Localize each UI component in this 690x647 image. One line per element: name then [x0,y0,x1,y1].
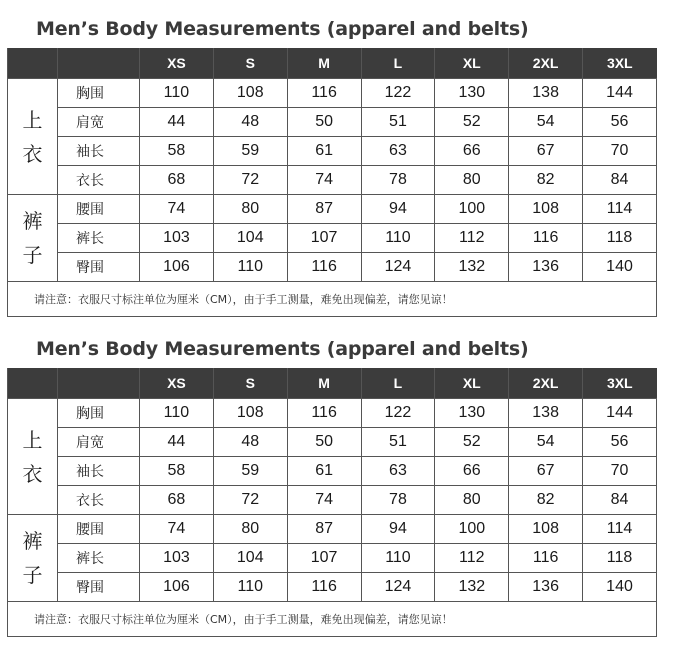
measurement-label: 袖长 [58,457,140,486]
value-cell: 100 [435,515,509,544]
value-cell: 68 [140,486,214,515]
table-row [8,195,657,224]
value-cell: 108 [213,79,287,108]
value-cell: 82 [509,486,583,515]
table-row [8,428,657,457]
value-cell: 116 [509,224,583,253]
size-header: M [287,48,361,79]
value-cell: 130 [435,399,509,428]
value-cell: 94 [361,195,435,224]
value-cell: 103 [140,224,214,253]
value-cell: 52 [435,108,509,137]
value-cell: 107 [287,224,361,253]
value-cell: 110 [140,399,214,428]
value-cell: 138 [509,399,583,428]
size-header: XS [140,368,214,399]
category-char: 裤 [22,529,43,553]
category-char: 子 [22,243,43,267]
size-header: XS [140,48,214,79]
table-row [8,224,657,253]
value-cell: 140 [583,573,657,602]
value-cell: 80 [435,486,509,515]
value-cell: 54 [509,108,583,137]
size-header: S [213,368,287,399]
value-cell: 108 [213,399,287,428]
value-cell: 51 [361,428,435,457]
value-cell: 140 [583,253,657,282]
table-row [8,515,657,544]
category-char: 子 [22,563,43,587]
value-cell: 44 [140,108,214,137]
value-cell: 80 [213,515,287,544]
value-cell: 78 [361,166,435,195]
value-cell: 116 [287,79,361,108]
value-cell: 56 [583,428,657,457]
value-cell: 84 [583,486,657,515]
measurement-note: 请注意：衣服尺寸标注单位为厘米（CM），由于手工测量，难免出现偏差，请您见谅！ [8,602,657,637]
value-cell: 59 [213,137,287,166]
value-cell: 124 [361,573,435,602]
value-cell: 52 [435,428,509,457]
measurement-label: 腰围 [58,195,140,224]
value-cell: 44 [140,428,214,457]
category-top [8,79,58,195]
table-row [8,399,657,428]
value-cell: 103 [140,544,214,573]
value-cell: 136 [509,253,583,282]
value-cell: 108 [509,515,583,544]
size-table [7,368,657,637]
category-char: 衣 [22,461,43,486]
value-cell: 63 [361,457,435,486]
table-row [8,253,657,282]
value-cell: 87 [287,195,361,224]
header-blank [8,48,58,79]
measurement-label: 袖长 [58,137,140,166]
chart-title: Men’s Body Measurements (apparel and belts) [36,18,529,40]
value-cell: 74 [287,486,361,515]
category-char: 衣 [22,141,43,166]
value-cell: 110 [361,224,435,253]
table-row [8,166,657,195]
size-header-row [8,368,657,399]
size-header: 2XL [509,368,583,399]
value-cell: 63 [361,137,435,166]
table-row [8,137,657,166]
value-cell: 67 [509,137,583,166]
table-row [8,79,657,108]
value-cell: 132 [435,253,509,282]
measurement-label: 衣长 [58,166,140,195]
value-cell: 58 [140,137,214,166]
value-cell: 50 [287,108,361,137]
category-char: 上 [22,107,43,132]
value-cell: 74 [140,195,214,224]
table-row [8,108,657,137]
size-header: L [361,368,435,399]
value-cell: 80 [435,166,509,195]
note-row [8,282,657,317]
value-cell: 122 [361,399,435,428]
measurement-label: 肩宽 [58,428,140,457]
value-cell: 94 [361,515,435,544]
value-cell: 116 [287,399,361,428]
value-cell: 114 [583,195,657,224]
value-cell: 68 [140,166,214,195]
value-cell: 144 [583,79,657,108]
category-char: 裤 [22,209,43,233]
value-cell: 104 [213,224,287,253]
value-cell: 110 [213,253,287,282]
measurement-label: 臀围 [58,253,140,282]
category-pants [8,515,58,602]
size-header: M [287,368,361,399]
table-row [8,544,657,573]
value-cell: 108 [509,195,583,224]
value-cell: 58 [140,457,214,486]
measurement-label: 腰围 [58,515,140,544]
note-row [8,602,657,637]
value-cell: 118 [583,544,657,573]
value-cell: 70 [583,457,657,486]
value-cell: 51 [361,108,435,137]
category-char: 上 [22,427,43,452]
size-header: 2XL [509,48,583,79]
measurement-label: 肩宽 [58,108,140,137]
value-cell: 138 [509,79,583,108]
value-cell: 116 [287,253,361,282]
size-header: 3XL [583,48,657,79]
value-cell: 112 [435,224,509,253]
value-cell: 122 [361,79,435,108]
value-cell: 61 [287,457,361,486]
value-cell: 74 [140,515,214,544]
value-cell: 132 [435,573,509,602]
header-blank [58,48,140,79]
size-table [7,48,657,317]
value-cell: 84 [583,166,657,195]
value-cell: 74 [287,166,361,195]
value-cell: 48 [213,108,287,137]
header-blank [58,368,140,399]
value-cell: 110 [361,544,435,573]
measurement-label: 胸围 [58,79,140,108]
value-cell: 110 [213,573,287,602]
measurement-label: 衣长 [58,486,140,515]
category-pants [8,195,58,282]
value-cell: 106 [140,253,214,282]
value-cell: 118 [583,224,657,253]
table-row [8,486,657,515]
measurement-note: 请注意：衣服尺寸标注单位为厘米（CM），由于手工测量，难免出现偏差，请您见谅！ [8,282,657,317]
value-cell: 112 [435,544,509,573]
value-cell: 116 [287,573,361,602]
category-top [8,399,58,515]
value-cell: 78 [361,486,435,515]
value-cell: 82 [509,166,583,195]
value-cell: 124 [361,253,435,282]
value-cell: 66 [435,457,509,486]
value-cell: 72 [213,486,287,515]
value-cell: 72 [213,166,287,195]
size-header: S [213,48,287,79]
value-cell: 107 [287,544,361,573]
value-cell: 48 [213,428,287,457]
value-cell: 87 [287,515,361,544]
value-cell: 61 [287,137,361,166]
measurement-label: 胸围 [58,399,140,428]
table-row [8,457,657,486]
value-cell: 110 [140,79,214,108]
chart-title: Men’s Body Measurements (apparel and belts) [36,338,529,360]
measurement-label: 裤长 [58,544,140,573]
measurement-label: 裤长 [58,224,140,253]
size-header: XL [435,368,509,399]
value-cell: 66 [435,137,509,166]
value-cell: 56 [583,108,657,137]
value-cell: 54 [509,428,583,457]
table-row [8,573,657,602]
size-header: XL [435,48,509,79]
value-cell: 144 [583,399,657,428]
value-cell: 70 [583,137,657,166]
size-header: L [361,48,435,79]
value-cell: 59 [213,457,287,486]
size-header: 3XL [583,368,657,399]
value-cell: 67 [509,457,583,486]
value-cell: 106 [140,573,214,602]
size-header-row [8,48,657,79]
value-cell: 114 [583,515,657,544]
value-cell: 136 [509,573,583,602]
value-cell: 80 [213,195,287,224]
value-cell: 130 [435,79,509,108]
value-cell: 100 [435,195,509,224]
value-cell: 50 [287,428,361,457]
value-cell: 104 [213,544,287,573]
value-cell: 116 [509,544,583,573]
measurement-label: 臀围 [58,573,140,602]
header-blank [8,368,58,399]
